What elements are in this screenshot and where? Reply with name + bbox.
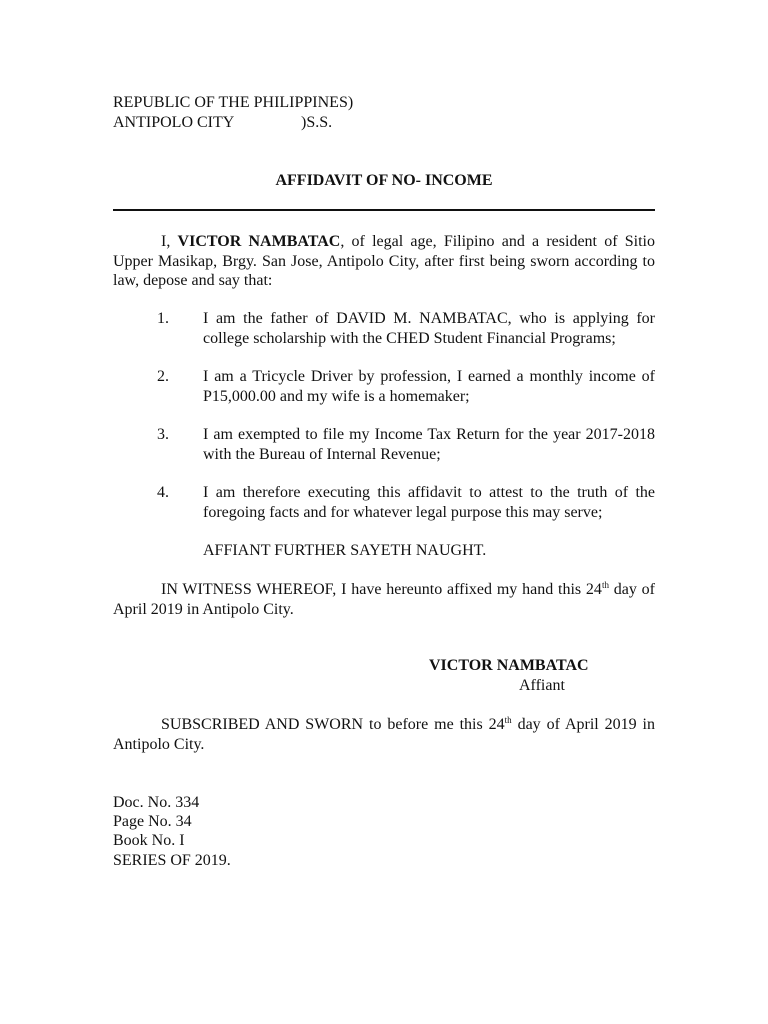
title-rule	[113, 209, 655, 211]
witness-ordinal: th	[601, 580, 609, 590]
intro-text: , of legal age, Filipino and a resident of Sitio Upper Masikap, Brgy. San Jose, Antipolo City, after first being sworn according to law, depose and say that:	[113, 233, 656, 289]
intro-paragraph	[113, 232, 655, 291]
further-statement: AFFIANT FURTHER SAYETH NAUGHT.	[203, 542, 487, 559]
witness-text-before: IN WITNESS WHEREOF, I have hereunto affixed my hand this 24	[161, 581, 602, 598]
doc-number: Doc. No. 334	[113, 794, 200, 811]
witness-text-after: day of April 2019 in Antipolo City.	[113, 581, 655, 618]
jurat-paragraph	[113, 715, 655, 754]
document-title: AFFIDAVIT OF NO- INCOME	[275, 172, 493, 189]
list-item: I am a Tricycle Driver by profession, I earned a monthly income of P15,000.00 and my wife is a homemaker;	[203, 368, 655, 405]
affiant-name-intro: VICTOR NAMBATAC	[177, 233, 341, 250]
jurat-text-before: SUBSCRIBED AND SWORN to before me this 24	[161, 716, 505, 733]
item-number: 4.	[157, 484, 169, 501]
list-item: I am the father of DAVID M. NAMBATAC, who is applying for college scholarship with the CHED Student Financial Programs;	[203, 310, 655, 347]
venue-city: ANTIPOLO CITY	[113, 114, 235, 131]
witness-paragraph	[113, 580, 655, 619]
item-number: 2.	[157, 368, 169, 385]
venue-city-line	[113, 113, 234, 132]
list-item: I am exempted to file my Income Tax Return for the year 2017-2018 with the Bureau of Internal Revenue;	[203, 426, 655, 463]
intro-prefix: I,	[161, 233, 178, 250]
book-number: Book No. I	[113, 832, 185, 849]
item-number: 1.	[157, 310, 169, 327]
jurat-text-after: day of April 2019 in Antipolo City.	[113, 716, 655, 753]
affiant-signature-name: VICTOR NAMBATAC	[429, 657, 589, 674]
venue-republic: REPUBLIC OF THE PHILIPPINES)	[113, 94, 354, 111]
series-year: SERIES OF 2019.	[113, 852, 231, 869]
jurat-ordinal: th	[504, 715, 512, 725]
item-number: 3.	[157, 426, 169, 443]
venue-ss: )S.S.	[301, 114, 333, 131]
page-number: Page No. 34	[113, 813, 192, 830]
list-item: I am therefore executing this affidavit to attest to the truth of the foregoing facts and for whatever legal purpose this may serve;	[203, 484, 655, 521]
affiant-role: Affiant	[519, 677, 565, 694]
